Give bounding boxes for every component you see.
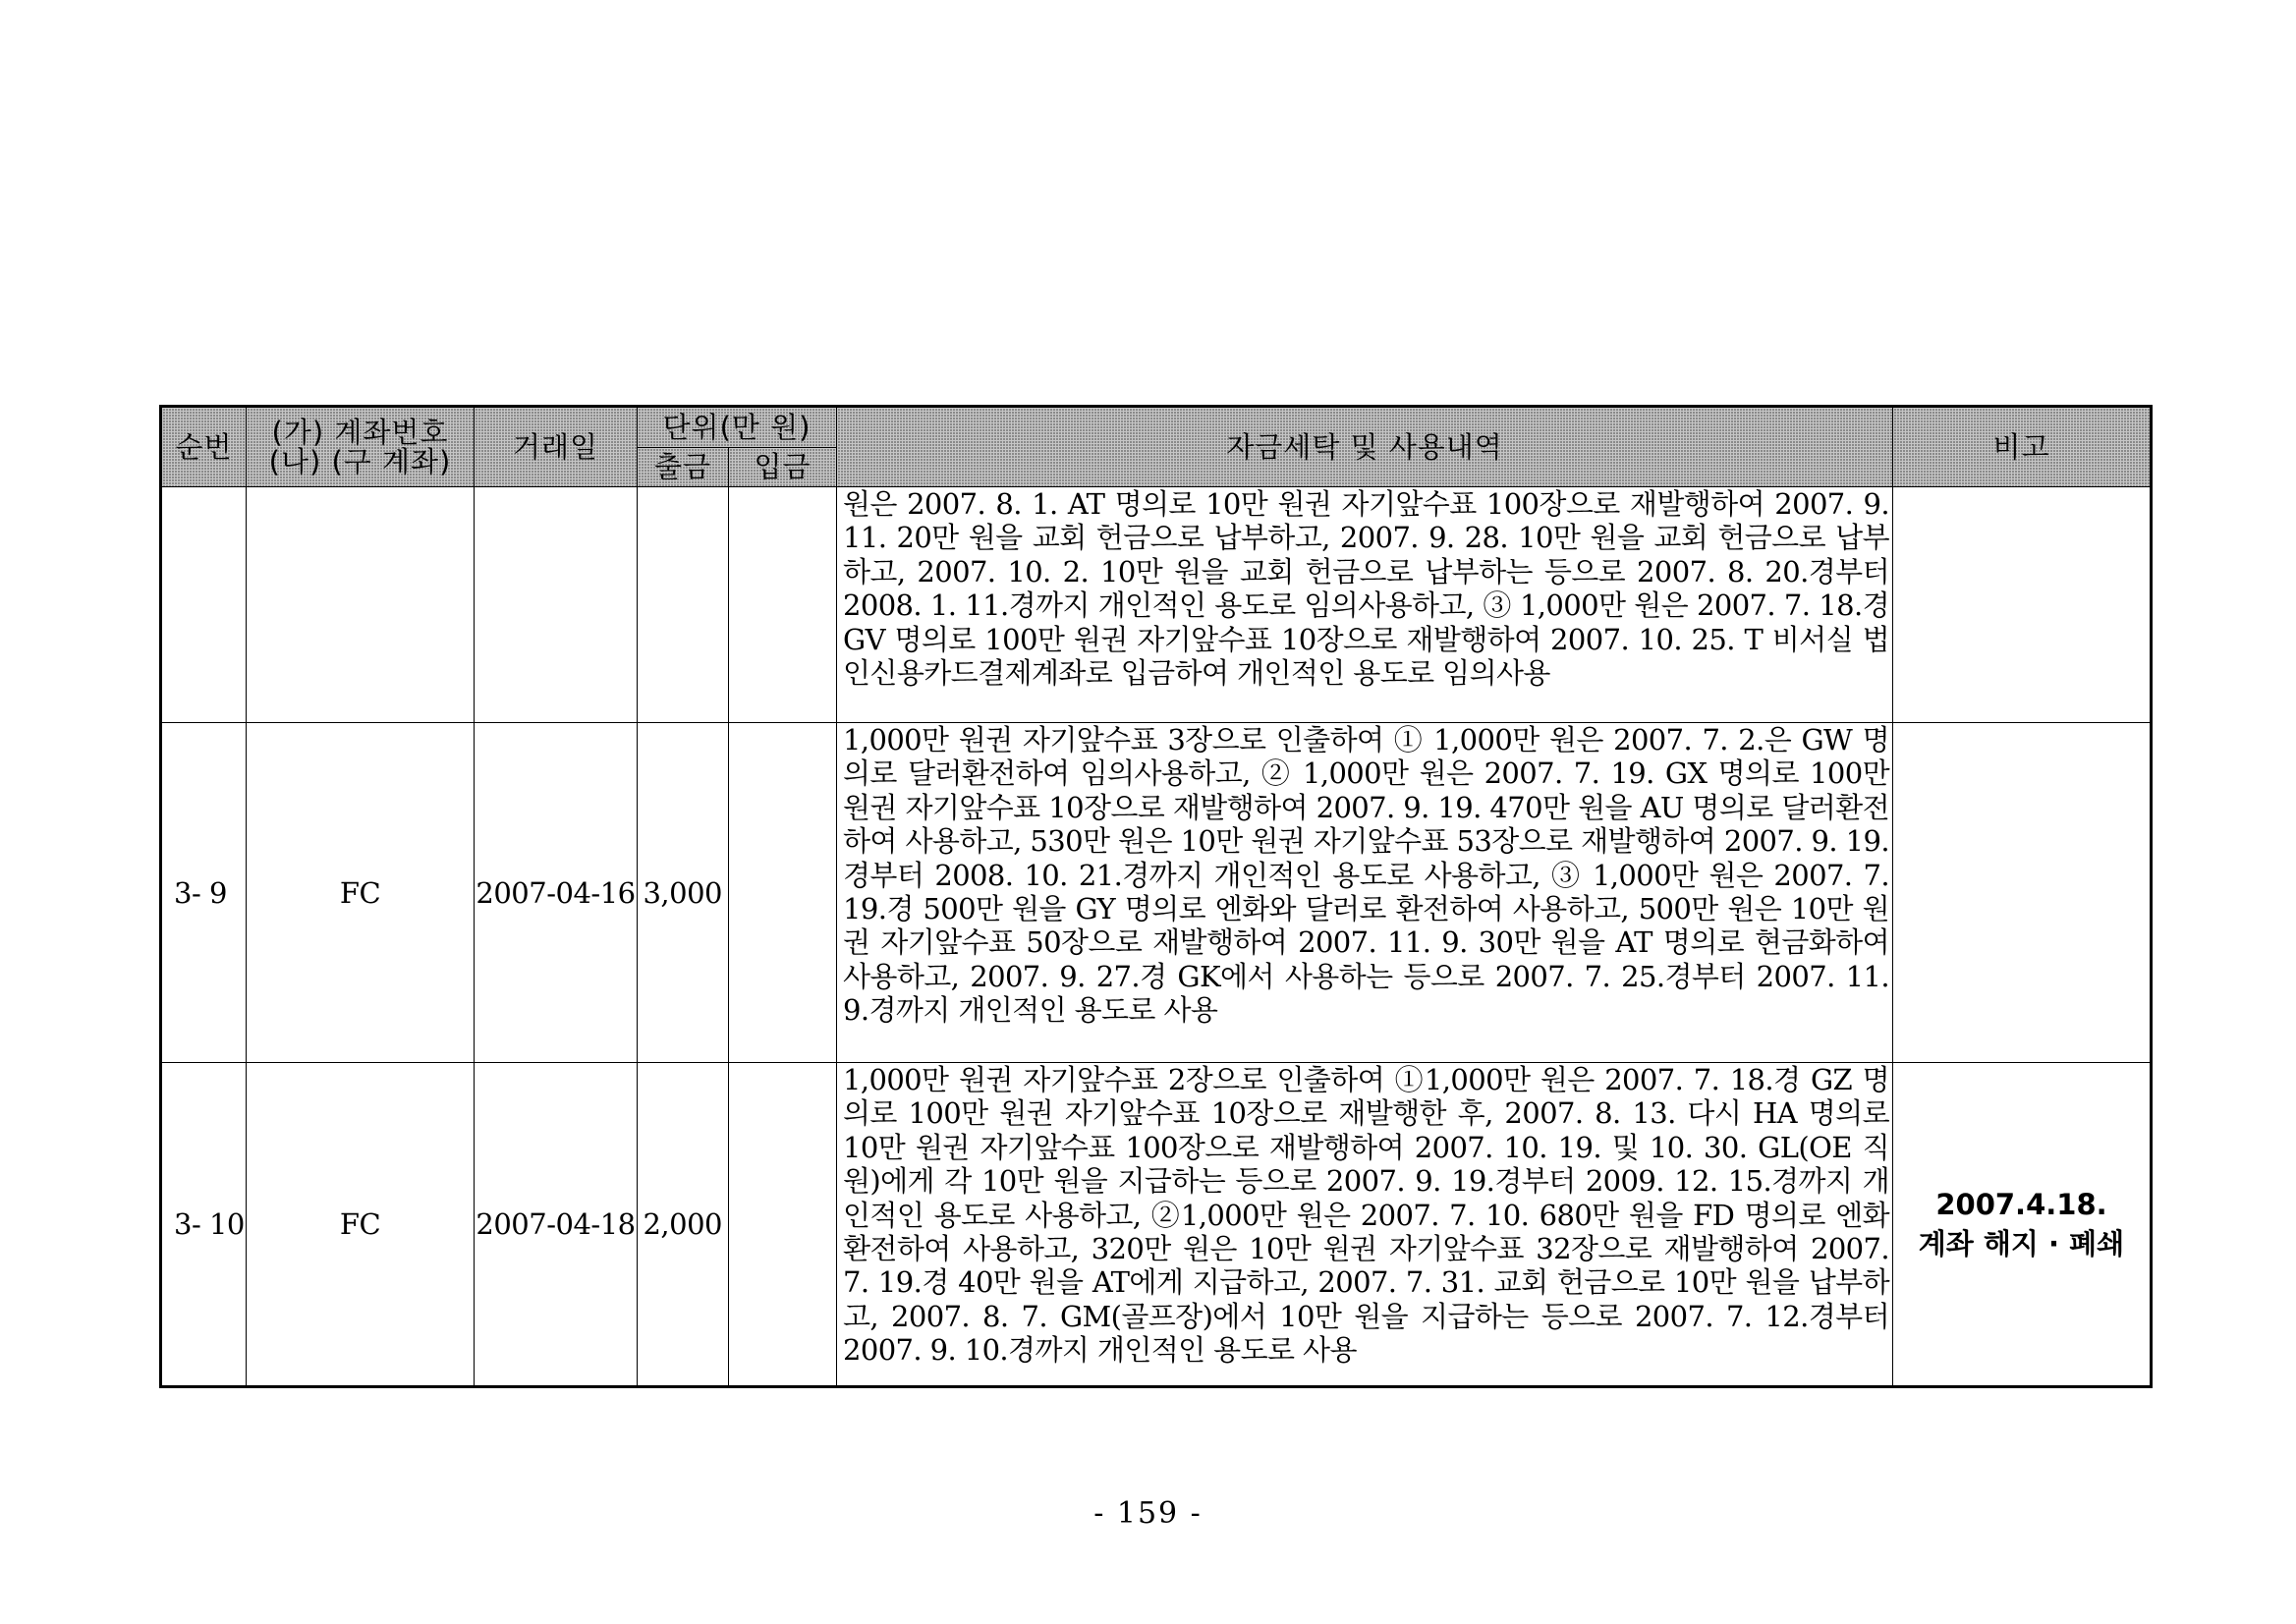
header-deposit: 입금 bbox=[729, 448, 837, 487]
cell-usage: 1,000만 원권 자기앞수표 3장으로 인출하여 ① 1,000만 원은 2007. 7. 2.은 GW 명의로 달러환전하여 임의사용하고, ② 1,000만 원은 2007. 7. 19. GX 명의로 100만 원권 자기앞수표 10장으로 재발행하여 2007. 9. 19. 470만 원을 AU 명의로 달러환전하여 사용하고, 530만 원은 10만 원권 자기앞수표 53장으로 재발행하여 2007. 9. 19.경부터 2008. 10. 21.경까지 개인적인 용도로 사용하고, ③ 1,000만 원은 2007. 7. 19.경 500만 원을 GY 명의로 엔화와 달러로 환전하여 사용하고, 500만 원은 10만 원권 자기앞수표 50장으로 재발행하여 2007. 11. 9. 30만 원을 AT 명의로 현금화하여 사용하고, 2007. 9. 27.경 GK에서 사용하는 등으로 2007. 7. 25.경부터 2007. 11. 9.경까지 개인적인 용도로 사용 bbox=[837, 723, 1893, 1063]
header-remarks: 비고 bbox=[1893, 407, 2152, 487]
header-usage: 자금세탁 및 사용내역 bbox=[837, 407, 1893, 487]
cell-deposit bbox=[729, 1063, 837, 1387]
cell-date: 2007-04-16 bbox=[475, 723, 638, 1063]
cell-date bbox=[475, 487, 638, 723]
header-date: 거래일 bbox=[475, 407, 638, 487]
cell-account bbox=[247, 487, 475, 723]
cell-account: FC bbox=[247, 723, 475, 1063]
header-account-line2: (나) (구 계좌) bbox=[268, 445, 452, 478]
cell-deposit bbox=[729, 723, 837, 1063]
remarks-line2: 계좌 해지 · 폐쇄 bbox=[1918, 1227, 2125, 1260]
cell-remarks bbox=[1893, 487, 2152, 723]
table-row bbox=[161, 487, 2152, 723]
header-unit: 단위(만 원) bbox=[638, 407, 837, 448]
cell-seq bbox=[161, 487, 247, 723]
cell-withdraw bbox=[638, 487, 729, 723]
cell-remarks bbox=[1893, 723, 2152, 1063]
header-account bbox=[247, 407, 475, 487]
header-seq: 순번 bbox=[161, 407, 247, 487]
cell-deposit bbox=[729, 487, 837, 723]
cell-date: 2007-04-18 bbox=[475, 1063, 638, 1387]
cell-seq: 3- 9 bbox=[161, 723, 247, 1063]
cell-usage: 1,000만 원권 자기앞수표 2장으로 인출하여 ①1,000만 원은 2007. 7. 18.경 GZ 명의로 100만 원권 자기앞수표 10장으로 재발행한 후, 2007. 8. 13. 다시 HA 명의로 10만 원권 자기앞수표 100장으로 재발행하여 2007. 10. 19. 및 10. 30. GL(OE 직원)에게 각 10만 원을 지급하는 등으로 2007. 9. 19.경부터 2009. 12. 15.경까지 개인적인 용도로 사용하고, ②1,000만 원은 2007. 7. 10. 680만 원을 FD 명의로 엔화환전하여 사용하고, 320만 원은 10만 원권 자기앞수표 32장으로 재발행하여 2007. 7. 19.경 40만 원을 AT에게 지급하고, 2007. 7. 31. 교회 헌금으로 10만 원을 납부하고, 2007. 8. 7. GM(골프장)에서 10만 원을 지급하는 등으로 2007. 7. 12.경부터 2007. 9. 10.경까지 개인적인 용도로 사용 bbox=[837, 1063, 1893, 1387]
header-account-line1: (가) 계좌번호 bbox=[271, 415, 449, 449]
cell-usage: 원은 2007. 8. 1. AT 명의로 10만 원권 자기앞수표 100장으로 재발행하여 2007. 9. 11. 20만 원을 교회 헌금으로 납부하고, 2007. 9. 28. 10만 원을 교회 헌금으로 납부하고, 2007. 10. 2. 10만 원을 교회 헌금으로 납부하는 등으로 2007. 8. 20.경부터 2008. 1. 11.경까지 개인적인 용도로 임의사용하고, ③ 1,000만 원은 2007. 7. 18.경 GV 명의로 100만 원권 자기앞수표 10장으로 재발행하여 2007. 10. 25. T 비서실 법인신용카드결제계좌로 입금하여 개인적인 용도로 임의사용 bbox=[837, 487, 1893, 723]
cell-withdraw: 2,000 bbox=[638, 1063, 729, 1387]
table-row bbox=[161, 723, 2152, 1063]
transaction-table bbox=[159, 405, 2153, 1388]
cell-withdraw: 3,000 bbox=[638, 723, 729, 1063]
remarks-line1: 2007.4.18. bbox=[1935, 1188, 2107, 1221]
cell-seq: 3- 10 bbox=[161, 1063, 247, 1387]
header-withdraw: 출금 bbox=[638, 448, 729, 487]
cell-account: FC bbox=[247, 1063, 475, 1387]
cell-remarks bbox=[1893, 1063, 2152, 1387]
page-number: - 159 - bbox=[1093, 1496, 1203, 1531]
table-row bbox=[161, 1063, 2152, 1387]
